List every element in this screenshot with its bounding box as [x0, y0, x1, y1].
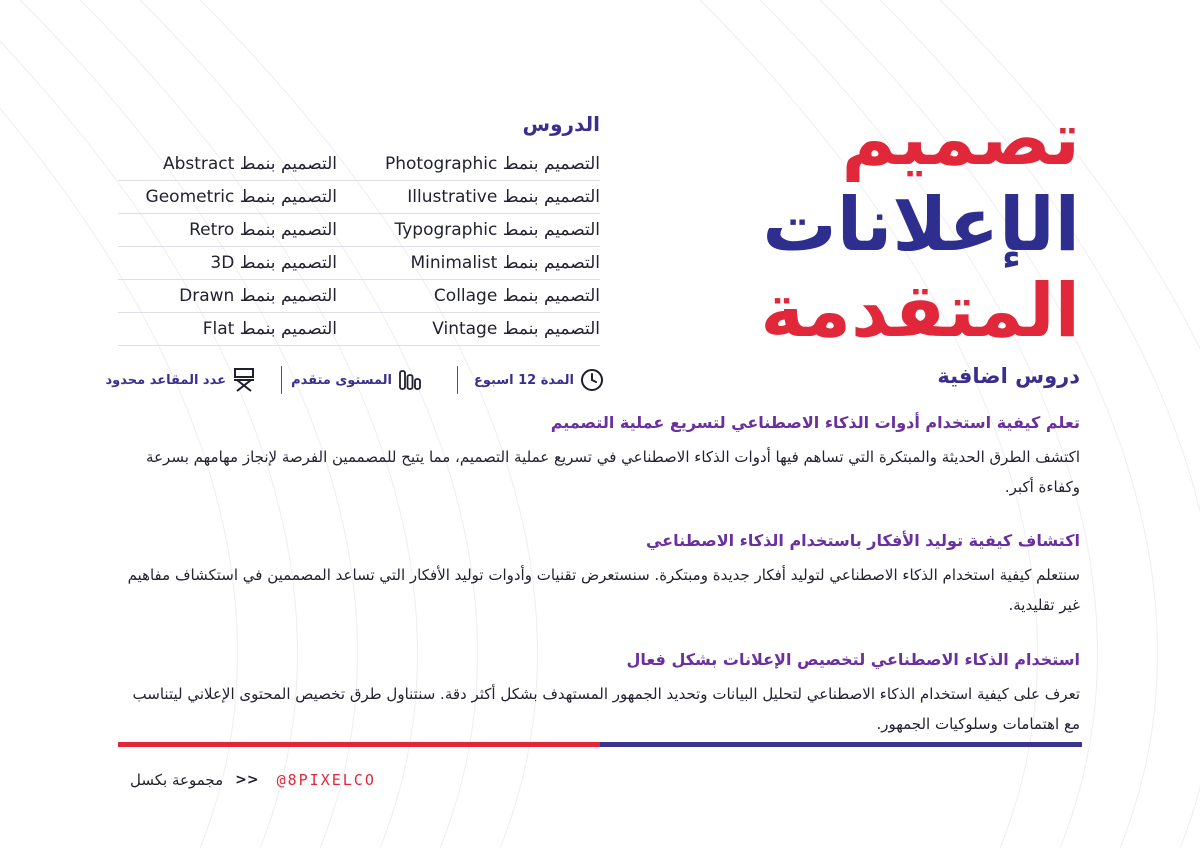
footer-handle-link[interactable]: @8PIXELCO — [276, 771, 376, 789]
lesson-item: التصميم بنمط Typographic — [394, 220, 600, 240]
lesson-item: التصميم بنمط Illustrative — [407, 187, 600, 207]
lesson-item: التصميم بنمط Retro — [189, 220, 337, 240]
lesson-row — [118, 181, 600, 214]
course-info-bar — [105, 364, 604, 396]
hero-title — [660, 96, 1080, 354]
footer-brand: مجموعة بكسل — [130, 771, 224, 789]
lesson-item: التصميم بنمط Geometric — [145, 187, 337, 207]
section-body: سنتعلم كيفية استخدام الذكاء الاصطناعي لتوليد أفكار جديدة ومبتكرة. سنستعرض تقنيات وأدوات توليد الأفكار التي تساعد المصممين في استكشاف مفاهيم غير تقليدية. — [127, 566, 1080, 614]
section-body: تعرف على كيفية استخدام الذكاء الاصطناعي لتحليل البيانات وتحديد الجمهور المستهدف بشكل أكثر دقة. سنتناول طرق تخصيص المحتوى الإعلاني ليتناسب مع اهتمامات وسلوكيات الجمهور. — [132, 685, 1080, 733]
extra-section — [118, 528, 1080, 620]
level-text: المستوى متقدم — [291, 372, 392, 388]
lesson-row — [118, 247, 600, 280]
hero-title-line-3: المتقدمة — [760, 268, 1080, 354]
section-title: تعلم كيفية استخدام أدوات الذكاء الاصطناعي لتسريع عملية التصميم — [550, 413, 1080, 432]
lesson-row — [118, 214, 600, 247]
level-info — [291, 364, 422, 396]
extra-lessons-heading: دروس اضافية — [937, 364, 1080, 388]
double-chevron-icon: >> — [235, 772, 259, 788]
lesson-item: التصميم بنمط Photographic — [384, 154, 600, 174]
level-bars-icon — [398, 369, 422, 391]
divider-blue — [600, 742, 1082, 747]
lessons-heading: الدروس — [522, 112, 600, 136]
lesson-item: التصميم بنمط Flat — [202, 319, 337, 339]
footer-divider — [118, 742, 1082, 747]
lesson-row — [118, 280, 600, 313]
footer — [130, 768, 376, 792]
lesson-item: التصميم بنمط Minimalist — [410, 253, 600, 273]
hero-title-line-2: الإعلانات — [762, 182, 1080, 268]
lesson-item: التصميم بنمط Drawn — [179, 286, 337, 306]
info-separator — [457, 366, 458, 394]
lesson-item: التصميم بنمط Collage — [433, 286, 600, 306]
extra-section — [118, 410, 1080, 502]
divider-red — [118, 742, 600, 747]
section-body: اكتشف الطرق الحديثة والمبتكرة التي تساهم فيها أدوات الذكاء الاصطناعي في تسريع عملية التصميم، مما يتيح للمصممين الفرصة لإنجاز مهامهم بسرعة وكفاءة أكبر. — [146, 448, 1080, 496]
lesson-item: التصميم بنمط Vintage — [432, 319, 600, 339]
extra-section — [118, 647, 1080, 739]
seats-info — [106, 364, 256, 396]
duration-info — [474, 364, 604, 396]
lesson-item: التصميم بنمط 3D — [210, 253, 337, 273]
section-title: استخدام الذكاء الاصطناعي لتخصيص الإعلانات بشكل فعال — [626, 650, 1080, 669]
hero-title-line-1: تصميم — [841, 96, 1080, 182]
clock-icon — [580, 368, 604, 392]
lesson-row — [118, 313, 600, 346]
lessons-table — [118, 148, 600, 346]
section-title: اكتشاف كيفية توليد الأفكار باستخدام الذكاء الاصطناعي — [645, 531, 1080, 550]
info-separator — [281, 366, 282, 394]
lesson-item: التصميم بنمط Abstract — [162, 154, 337, 174]
director-chair-icon — [232, 367, 256, 393]
lesson-row — [118, 148, 600, 181]
duration-text: المدة 12 اسبوع — [474, 372, 574, 388]
seats-text: عدد المقاعد محدود — [105, 372, 226, 388]
